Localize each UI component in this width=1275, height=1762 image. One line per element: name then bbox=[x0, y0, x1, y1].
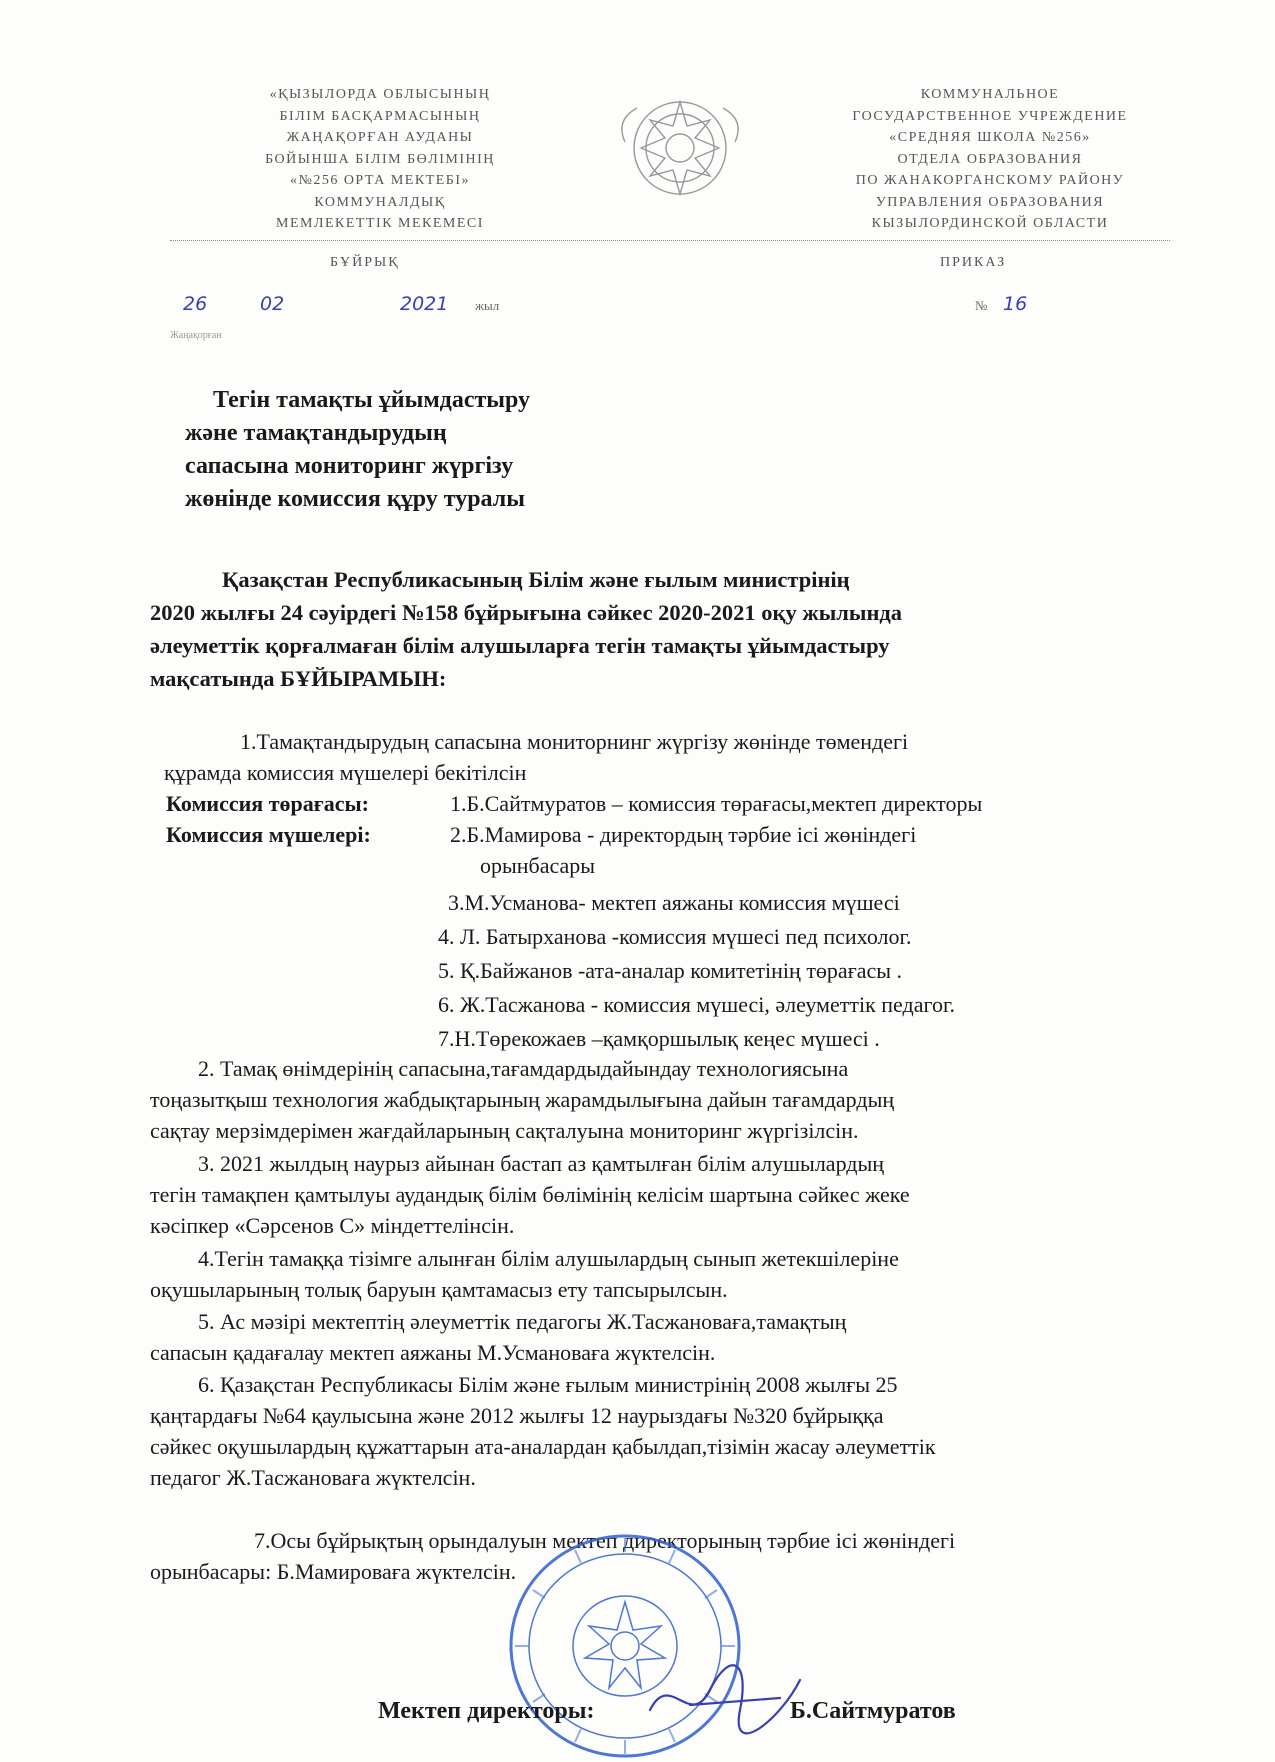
item-2: 2. Тамақ өнімдерінің сапасына,тағамдардыдайындау технологиясына тоңазытқыш технология жабдықтарының жарамдылығына дайын тағамдардың сақтау мерзімдерімен жағдайларының сақталуына мониторинг жүргізілсін. bbox=[150, 1056, 895, 1143]
order-number-sign: № bbox=[975, 298, 988, 313]
place-name: Жаңақорған bbox=[170, 330, 222, 341]
date-year: 2021 bbox=[400, 293, 449, 315]
date-day: 26 bbox=[183, 293, 208, 315]
preamble: Қазақстан Республикасының Білім және ғылым министрінің 2020 жылғы 24 сәуірдегі №158 бұйрығына сәйкес 2020-2021 оқу жылында әлеуметтік қорғалмаған білім алушыларға тегін тамақты ұйымдастыру мақсатында БҰЙЫРАМЫН: bbox=[150, 567, 903, 691]
item-7: 7.Осы бұйрықтың орындалуын мектеп директорының тәрбие ісі жөніндегі орынбасары: Б.Мамироваға жүктелсін. bbox=[150, 1528, 956, 1584]
item-5: 5. Ас мәзірі мектептің әлеуметтік педагогы Ж.Тасжановаға,тамақтың сапасын қадағалау мектеп аяжаны М.Усмановаға жүктелсін. bbox=[150, 1309, 847, 1365]
header-institution-ru: КОММУНАЛЬНОЕ ГОСУДАРСТВЕННОЕ УЧРЕЖДЕНИЕ «СРЕДНЯЯ ШКОЛА №256» ОТДЕЛА ОБРАЗОВАНИЯ ПО ЖАНАКОРГАНСКОМУ РАЙОНУ УПРАВЛЕНИЯ ОБРАЗОВАНИЯ КЫЗЫЛОРДИНСКОЙ ОБЛАСТИ bbox=[852, 87, 1128, 231]
item-3: 3. 2021 жылдың наурыз айынан бастап аз қамтылған білім алушылардың тегін тамақпен қамтылуы аудандық білім бөлімінің келісім шартына сәйкес жеке кәсіпкер «Сәрсенов С» міндеттелінсін. bbox=[150, 1151, 910, 1238]
commission-chair: 1.Б.Сайтмуратов – комиссия төрағасы,мектеп директоры bbox=[450, 791, 983, 816]
signatory-name: Б.Сайтмуратов bbox=[790, 1698, 956, 1724]
commission-member: 2.Б.Мамирова - директордың тәрбие ісі жөніндегі bbox=[450, 822, 917, 847]
date-month: 02 bbox=[260, 293, 285, 315]
order-label-ru: ПРИКАЗ bbox=[940, 255, 1007, 270]
document-subject: Тегін тамақты ұйымдастыру және тамақтандырудың сапасына мониторинг жүргізу жөнінде комиссия құру туралы bbox=[185, 387, 531, 512]
order-label-kz: БҰЙРЫҚ bbox=[330, 255, 400, 270]
signatory-position: Мектеп директоры: bbox=[378, 1698, 595, 1724]
item-6: 6. Қазақстан Республикасы Білім және ғылым министрінің 2008 жылғы 25 қаңтардағы №64 қаулысына және 2012 жылғы 12 наурыздағы №320 бұйрыққа сәйкес оқушылардың құжаттарын ата-аналардан қабылдап,тізімін жасау әлеуметтік педагог Ж.Тасжановаға жүктелсін. bbox=[150, 1372, 936, 1490]
item-1: 1.Тамақтандырудың сапасына мониторнинг жүргізу жөнінде төмендегі құрамда комиссия мүшелері бекітілсін bbox=[164, 729, 909, 785]
signature-icon bbox=[630, 1650, 830, 1740]
order-number: 16 bbox=[1003, 293, 1028, 315]
item-4: 4.Тегін тамаққа тізімге алынған білім алушылардың сынып жетекшілеріне оқушыларының толық баруын қамтамасыз ету тапсырылсын. bbox=[150, 1246, 899, 1302]
commission-members-label: Комиссия мүшелері: bbox=[166, 822, 371, 847]
commission-member: 3.М.Усманова- мектеп аяжаны комиссия мүшесі bbox=[448, 890, 900, 915]
header-divider bbox=[170, 240, 1170, 241]
header-institution-kz: «ҚЫЗЫЛОРДА ОБЛЫСЫНЫҢ БІЛІМ БАСҚАРМАСЫНЫҢ ЖАҢАҚОРҒАН АУДАНЫ БОЙЫНША БІЛІМ БӨЛІМІНІҢ «№256 ОРТА МЕКТЕБІ» КОММУНАЛДЫҚ МЕМЛЕКЕТТІК МЕКЕМЕСІ bbox=[265, 87, 495, 231]
date-year-suffix: жыл bbox=[475, 298, 500, 313]
commission-member: 6. Ж.Тасжанова - комиссия мүшесі, әлеуметтік педагог. bbox=[438, 992, 955, 1017]
commission-member: орынбасары bbox=[480, 853, 596, 878]
commission-chair-label: Комиссия төрағасы: bbox=[166, 791, 370, 816]
commission-member: 5. Қ.Байжанов -ата-аналар комитетінің төрағасы . bbox=[438, 958, 903, 983]
commission-member: 7.Н.Төрекожаев –қамқоршылық кеңес мүшесі . bbox=[438, 1026, 880, 1051]
state-emblem-icon bbox=[615, 90, 745, 205]
commission-member: 4. Л. Батырханова -комиссия мүшесі пед психолог. bbox=[438, 924, 912, 949]
